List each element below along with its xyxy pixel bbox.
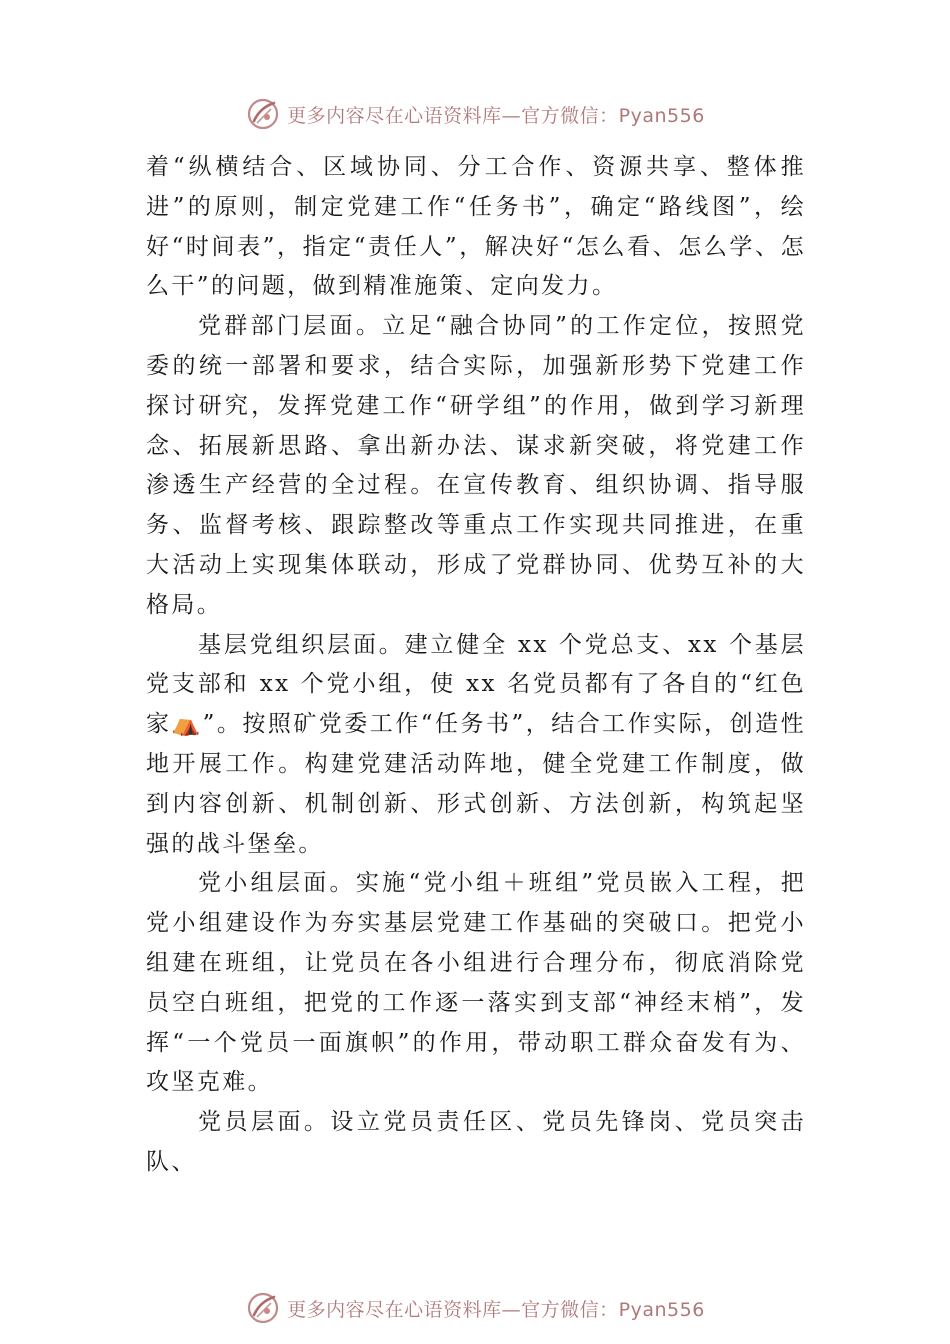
footer-text: 更多内容尽在心语资料库—官方微信： bbox=[287, 1298, 619, 1321]
header-text: 更多内容尽在心语资料库—官方微信： bbox=[287, 104, 619, 127]
header-banner bbox=[0, 94, 950, 134]
paragraph-continuation: 着“纵横结合、区域协同、分工合作、资源共享、整体推进”的原则，制定党建工作“任务书”，确定“路线图”，绘好“时间表”，指定“责任人”，解决好“怎么看、怎么学、怎么干”的问题，做到精准施策、定向发力。 bbox=[146, 154, 806, 300]
paragraph-party-mass-departments: 党群部门层面。立足“融合协同”的工作定位，按照党委的统一部署和要求，结合实际，加强新形势下党建工作探讨研究，发挥党建工作“研学组”的作用，做到学习新理念、拓展新思路、拿出新办法、谋求新突破，将党建工作渗透生产经营的全过程。在宣传教育、组织协调、指导服务、监督考核、跟踪整改等重点工作实现共同推进，在重大活动上实现集体联动，形成了党群协同、优势互补的大格局。 bbox=[146, 313, 806, 618]
footer-wechat-id: Pyan556 bbox=[618, 1298, 705, 1321]
paragraph-party-groups: 党小组层面。实施“党小组＋班组”党员嵌入工程，把党小组建设作为夯实基层党建工作基础的突破口。把党小组建在班组，让党员在各小组进行合理分布，彻底消除党员空白班组，把党的工作逐一落实到支部“神经末梢”，发挥“一个党员一面旗帜”的作用，带动职工群众奋发有为、攻坚克难。 bbox=[146, 870, 806, 1096]
pen-seal-icon bbox=[245, 1290, 281, 1326]
document-body bbox=[146, 148, 806, 1183]
pen-seal-icon bbox=[245, 96, 281, 132]
paragraph-party-members: 党员层面。设立党员责任区、党员先锋岗、党员突击队、 bbox=[146, 1109, 806, 1175]
footer-banner bbox=[0, 1288, 950, 1328]
header-wechat-id: Pyan556 bbox=[618, 104, 705, 127]
paragraph-grassroots-organizations: 基层党组织层面。建立健全 xx 个党总支、xx 个基层党支部和 xx 个党小组，使 xx 名党员都有了各自的“红色家⛺”。按照矿党委工作“任务书”，结合工作实际，创造性地开展工作。构建党建活动阵地，健全党建工作制度，做到内容创新、机制创新、形式创新、方法创新，构筑起坚强的战斗堡垒。 bbox=[146, 631, 806, 857]
